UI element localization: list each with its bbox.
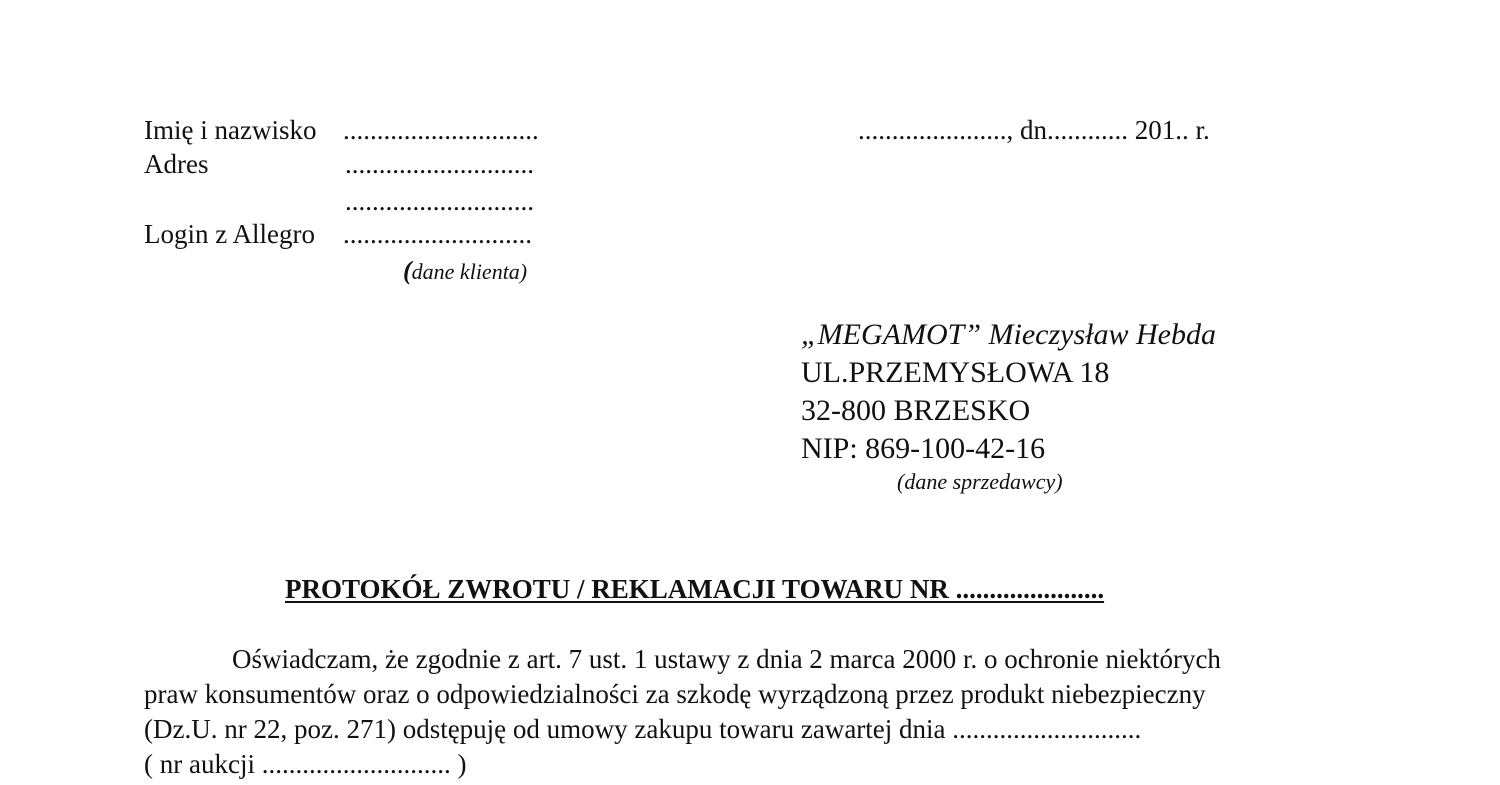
seller-city: 32-800 BRZESKO bbox=[801, 394, 1031, 427]
seller-caption: (dane sprzedawcy) bbox=[897, 469, 1063, 494]
body-line-1: Oświadczam, że zgodnie z art. 7 ust. 1 ustawy z dnia 2 marca 2000 r. o ochronie niektórych bbox=[232, 644, 1221, 674]
body-line-4: ( nr aukcji ............................ ) bbox=[144, 749, 467, 779]
client-login-field[interactable]: ............................ bbox=[343, 219, 532, 249]
client-address-field-1[interactable]: ............................ bbox=[345, 149, 534, 179]
body-line-2: praw konsumentów oraz o odpowiedzialności za szkodę wyrządzoną przez produkt niebezpieczny bbox=[144, 679, 1206, 709]
date-line[interactable]: ......................, dn............ 201.. r. bbox=[858, 115, 1210, 145]
client-login-label: Login z Allegro bbox=[144, 219, 315, 249]
client-name-field[interactable]: ............................. bbox=[343, 115, 539, 145]
seller-street: UL.PRZEMYSŁOWA 18 bbox=[801, 356, 1110, 389]
client-address-field-2[interactable]: ............................ bbox=[345, 186, 534, 216]
document-title: PROTOKÓŁ ZWROTU / REKLAMACJI TOWARU NR ...................... bbox=[285, 574, 1105, 604]
client-caption-text: dane klienta) bbox=[411, 259, 528, 284]
client-address-label: Adres bbox=[144, 149, 209, 179]
seller-name: „MEGAMOT” Mieczysław Hebda bbox=[801, 318, 1216, 351]
body-line-3: (Dz.U. nr 22, poz. 271) odstępuję od umowy zakupu towaru zawartej dnia ............................ bbox=[144, 714, 1142, 744]
client-caption-paren: ( bbox=[403, 256, 412, 285]
seller-nip: NIP: 869-100-42-16 bbox=[801, 432, 1046, 465]
client-name-label: Imię i nazwisko bbox=[144, 115, 317, 145]
client-caption bbox=[403, 256, 527, 286]
